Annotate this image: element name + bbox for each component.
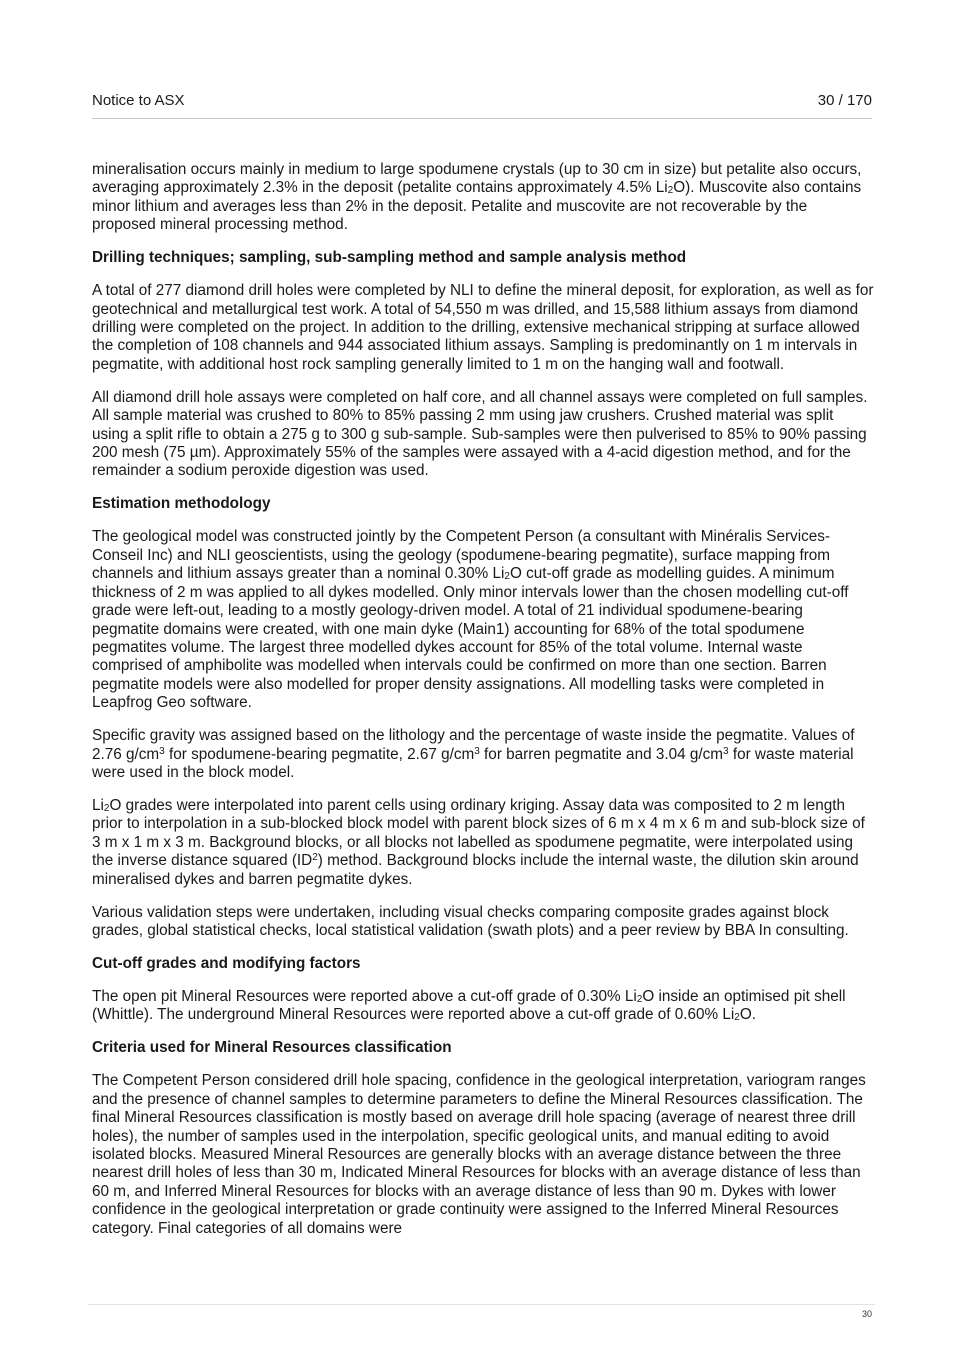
paragraph-specific-gravity: Specific gravity was assigned based on the lithology and the percentage of waste inside the pegmatite. Values of 2.76 $g/cm^3$ for spodumene-bearing pegmatite, 2.67 $g/cm^3$ for barren pegmatite and 3.04 $g/cm^3$ for waste material were used in the block model. (92, 727, 855, 781)
paragraph-validation: Various validation steps were undertaken, including visual checks comparing composite grades against block grades, global statistical checks, local statistical validation (swath plots) and a peer review by BBA In consulting. (92, 903, 849, 939)
header-page-indicator: 30 / 170 (817, 92, 872, 109)
page-number: 30 (861, 1309, 872, 1319)
footer-divider (88, 1304, 875, 1305)
paragraph-cutoff: The open pit Mineral Resources were reported above a cut-off grade of 0.30% $Li_2O$ inside an optimised pit shell (Whittle). The underground Mineral Resources were reported above a cut-off grade of 0.60% $Li_2O$. (92, 987, 846, 1024)
paragraph-assays: All diamond drill hole assays were completed on half core, and all channel assays were completed on full samples. All sample material was crushed to 80% to 85% passing 2 mm using jaw crushers. Crushed material was split using a split rifle to obtain a 275 g to 300 g sub-sample. Sub-samples were then pulverised to 85% to 90% passing 200 mesh (75 µm). Approximately 55% of the samples were assayed with a 4-acid digestion method, and for the remainder a sodium peroxide digestion was used. (92, 388, 868, 480)
header-title: Notice to ASX (92, 92, 185, 109)
paragraph-drilling: A total of 277 diamond drill holes were completed by NLI to define the mineral deposit, for exploration, as well as for geotechnical and metallurgical test work. A total of 54,550 m was drilled, and 15,588 lithium assays from diamond drilling were completed on the project. In addition to the drilling, extensive mechanical stripping at surface allowed the completion of 108 channels and 944 associated lithium assays. Sampling is predominantly on 1 m intervals in pegmatite, with additional host rock sampling generally limited to 1 m on the hanging wall and footwall. (92, 282, 874, 373)
paragraph-grade-interpolation: $Li_2O$ grades were interpolated into parent cells using ordinary kriging. Assay data was composited to 2 m length prior to interpolation in a sub-blocked block model with parent block sizes of 6 m x 4 m x 6 m and sub-block size of 3 m x 1 m x 3 m. Background blocks, or all blocks not labelled as spodumene pegmatite, were interpolated using the inverse distance squared $(ID^2)$ method. Background blocks include the internal waste, the dilution skin around mineralised dykes and barren pegmatite dykes. (92, 796, 865, 888)
paragraph-geological-model: The geological model was constructed jointly by the Competent Person (a consultant with Minéralis Services-Conseil Inc) and NLI geoscientists, using the geology (spodumene-bearing pegmatite), surface mapping from channels and lithium assays greater than a nominal 0.30% $Li_2O$ cut-off grade as modelling guides. A minimum thickness of 2 m was applied to all dykes modelled. Only minor intervals lower than the chosen modelling cut-off grade were left-out, leading to a mostly geology-driven model. A total of 21 individual spodumene-bearing pegmatite domains were created, with one main dyke (Main1) accounting for 68% of the total spodumene pegmatites volume. The largest three modelled dykes account for 85% of the total volume. Internal waste comprised of amphibolite was modelled when intervals could be confirmed on more than one section. Barren pegmatite models were also modelled for proper density assignations. All modelling tasks were completed in Leapfrog Geo software. (92, 528, 849, 712)
page-header (92, 92, 872, 119)
heading-criteria: Criteria used for Mineral Resources classification (92, 1039, 452, 1057)
paragraph-mineralisation: mineralisation occurs mainly in medium to large spodumene crystals (up to 30 cm in size) but petalite also occurs, averaging approximately 2.3% in the deposit (petalite contains approximately 4.5% $Li_2O$). Muscovite also contains minor lithium and averages less than 2% in the deposit. Petalite and muscovite are not recoverable by the proposed mineral processing method. (92, 161, 862, 234)
heading-estimation: Estimation methodology (92, 495, 271, 513)
document-body (92, 161, 874, 1253)
heading-drilling: Drilling techniques; sampling, sub-sampling method and sample analysis method (92, 249, 687, 267)
paragraph-classification: The Competent Person considered drill hole spacing, confidence in the geological interpretation, variogram ranges and the presence of channel samples to determine parameters to define the Mineral Resources classification. The final Mineral Resources classification is mostly based on average drill hole spacing (average of nearest three drill holes), the number of samples used in the interpolation, specific geological units, and manual editing to avoid isolated blocks. Measured Mineral Resources are generally blocks with an average distance between the three nearest drill holes of less than 30 m, Indicated Mineral Resources for blocks with an average distance of less than 60 m, and Inferred Mineral Resources for blocks with an average distance of less than 90 m. Dykes with lower confidence in the geological interpretation or grade continuity were assigned to the Inferred Mineral Resources category. Final categories of all domains were (92, 1072, 866, 1237)
heading-cutoff: Cut-off grades and modifying factors (92, 954, 361, 972)
